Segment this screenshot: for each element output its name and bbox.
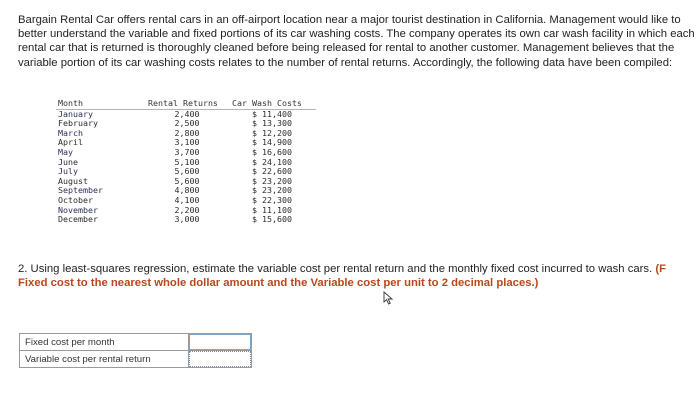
month-cell: July — [58, 166, 78, 177]
header-rental-returns: Rental Returns — [146, 99, 230, 109]
car-wash-costs-cell: $ 22,600 — [252, 166, 292, 177]
rental-returns-cell: 3,100 — [174, 137, 200, 148]
problem-intro: Bargain Rental Car offers rental cars in an off-airport location near a major tourist destination in California. Management would like to better understand the variable and fixed portions of its car washing costs. The company operates its own car wash facility in which each rental car that is returned is thoroughly cleaned before being released for rental to another customer. Management believes that the variable portion of its car washing costs relates to the number of rental returns. Accordingly, the following data have been compiled: — [18, 14, 695, 69]
answer-row-variable-cost — [20, 351, 252, 368]
rental-returns-cell: 5,600 — [174, 175, 200, 186]
rental-returns-cell: 3,000 — [174, 214, 200, 225]
car-wash-costs-cell: $ 22,300 — [252, 194, 292, 205]
table-row — [56, 215, 316, 225]
rental-returns-cell: 2,400 — [174, 108, 200, 119]
month-cell: June — [58, 156, 78, 167]
car-wash-costs-cell: $ 23,200 — [252, 185, 292, 196]
variable-cost-input[interactable] — [189, 351, 251, 367]
month-cell: August — [58, 175, 88, 186]
table-body — [56, 109, 316, 225]
fixed-cost-cell — [189, 334, 252, 351]
header-month: Month — [56, 99, 146, 109]
car-wash-costs-cell: $ 24,100 — [252, 156, 292, 167]
month-cell: September — [58, 185, 103, 196]
rental-returns-cell: 5,600 — [174, 166, 200, 177]
rental-returns-cell: 2,500 — [174, 118, 200, 129]
header-car-wash-costs: Car Wash Costs — [230, 99, 316, 109]
month-cell: December — [58, 214, 98, 225]
month-cell: May — [58, 146, 73, 157]
rental-returns-cell: 3,700 — [174, 146, 200, 157]
car-wash-costs-cell: $ 12,200 — [252, 127, 292, 138]
car-wash-costs-cell: $ 14,900 — [252, 137, 292, 148]
question-instructions: Fixed cost to the nearest whole dollar amount and the Variable cost per unit to 2 decimal places.) — [18, 277, 539, 290]
car-wash-costs-cell: $ 15,600 — [252, 214, 292, 225]
rental-returns-cell: 4,800 — [174, 185, 200, 196]
rental-returns-cell: 5,100 — [174, 156, 200, 167]
month-cell: January — [58, 108, 93, 119]
month-cell: October — [58, 194, 93, 205]
car-wash-costs-cell: $ 11,100 — [252, 204, 292, 215]
month-cell: April — [58, 137, 83, 148]
rental-returns-cell: 2,200 — [174, 204, 200, 215]
month-cell: November — [58, 204, 98, 215]
month-cell: February — [58, 118, 98, 129]
table-header-row — [56, 99, 316, 109]
rental-returns-cell: 4,100 — [174, 194, 200, 205]
car-wash-costs-cell: $ 11,400 — [252, 108, 292, 119]
month-cell: March — [58, 127, 83, 138]
variable-cost-cell — [189, 351, 252, 368]
question-truncated-text: (F — [655, 263, 666, 275]
answer-table — [19, 333, 252, 368]
variable-cost-label: Variable cost per rental return — [20, 351, 189, 368]
fixed-cost-input[interactable] — [189, 334, 251, 350]
cost-data-table — [56, 99, 316, 225]
car-wash-costs-cell: $ 16,600 — [252, 146, 292, 157]
car-wash-costs-cell: $ 23,200 — [252, 175, 292, 186]
question-2 — [18, 262, 700, 290]
question-line-1 — [18, 262, 700, 276]
mouse-pointer-icon — [383, 291, 395, 305]
question-text: 2. Using least-squares regression, estimate the variable cost per rental return and the monthly fixed cost incurred to wash cars. — [18, 263, 653, 275]
answer-row-fixed-cost — [20, 334, 252, 351]
fixed-cost-label: Fixed cost per month — [20, 334, 189, 351]
rental-returns-cell: 2,800 — [174, 127, 200, 138]
car-wash-costs-cell: $ 13,300 — [252, 118, 292, 129]
